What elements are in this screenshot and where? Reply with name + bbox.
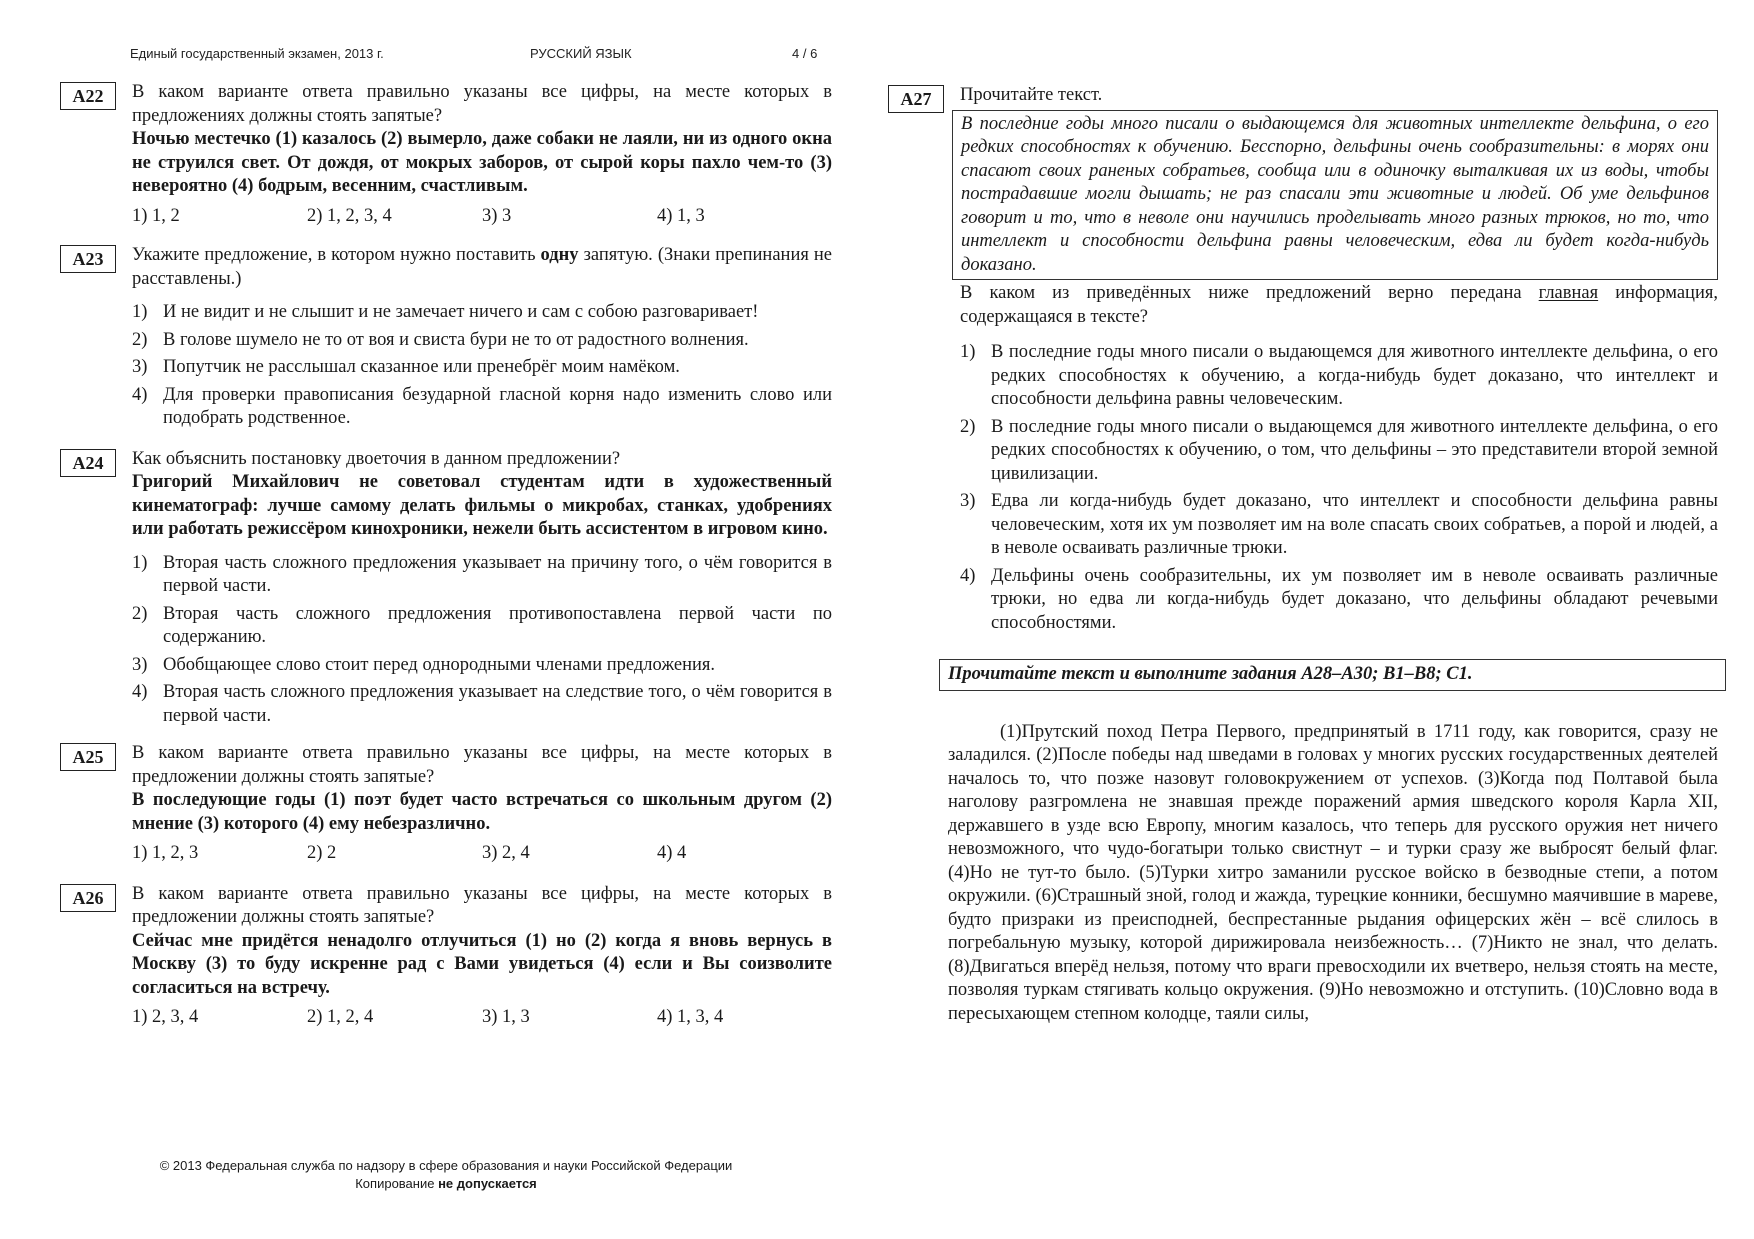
instruction-box: Прочитайте текст и выполните задания A28–A30; B1–B8; C1. [939, 659, 1726, 691]
answer-option[interactable]: 2) 2 [307, 843, 337, 863]
answer-option[interactable]: 4) 1, 3 [657, 205, 705, 226]
task-sentence: В последующие годы (1) поэт будет часто встречаться со школьным другом (2) мнение (3) которого (4) ему небезразлично. [132, 790, 832, 834]
answer-options [132, 842, 832, 866]
answer-options [132, 1006, 832, 1030]
option-number: 2) [132, 329, 148, 350]
question-text: информация, содержащаяся в тексте? [960, 283, 1718, 327]
task-a24 [60, 448, 832, 729]
task-a25 [60, 742, 832, 866]
answer-option[interactable]: 1) 1, 2 [132, 205, 180, 226]
answer-option[interactable] [132, 356, 832, 380]
option-number: 2) [960, 416, 976, 437]
option-number: 1) [960, 342, 976, 362]
option-number: 2) [132, 603, 148, 624]
option-number: 4) [960, 565, 976, 586]
answer-option[interactable] [132, 552, 832, 599]
left-column [60, 81, 832, 1030]
option-text: В последние годы много писали о выдающемся для животного интеллекте дельфина, о его редких способностях к обучению, о том, что дельфины – это представители второй земной цивилизации. [991, 416, 1718, 484]
header-page: 4 / 6 [792, 46, 818, 61]
option-number: 4) [132, 384, 148, 405]
answer-option[interactable] [960, 565, 1718, 636]
question-text: Укажите предложение, в котором нужно поставить [132, 245, 541, 265]
option-number: 3) [132, 654, 148, 675]
option-text: Попутчик не расслышал сказанное или пренебрёг моим намёком. [163, 357, 680, 377]
option-number: 4) [132, 682, 148, 702]
answer-options [132, 301, 832, 431]
task-intro: Прочитайте текст. [960, 85, 1103, 105]
right-column [900, 84, 1718, 1026]
question-underlined: главная [1538, 283, 1599, 303]
option-text: Вторая часть сложного предложения указывает на следствие того, о чём говорится в первой части. [163, 682, 832, 726]
option-number: 3) [960, 491, 976, 511]
option-text: И не видит и не слышит и не замечает ничего и сам с собою разговаривает! [163, 302, 759, 322]
task-tag: A22 [60, 82, 116, 110]
answer-option[interactable] [132, 329, 832, 353]
question-text: запятую. (Знаки препинания не расставлены.) [132, 245, 832, 289]
footer-copyright: © 2013 Федеральная служба по надзору в сфере образования и науки Российской Федерации [159, 1158, 733, 1173]
option-text: В последние годы много писали о выдающемся для животного интеллекте дельфина, о его редких способностях к обучению, а когда-нибудь будет доказано, что интеллект и способности дельфина равны человеческим. [991, 342, 1718, 409]
answer-option[interactable]: 2) 1, 2, 4 [307, 1007, 374, 1027]
answer-options [960, 341, 1718, 635]
answer-option[interactable] [960, 341, 1718, 412]
option-text: Обобщающее слово стоит перед однородными членами предложения. [163, 654, 716, 675]
task-question: Как объяснить постановку двоеточия в данном предложении? [132, 448, 621, 469]
answer-option[interactable] [132, 603, 832, 650]
task-tag: A24 [60, 449, 116, 477]
task-question: В каком варианте ответа правильно указаны все цифры, на месте которых в предложении должны стоять запятые? [132, 743, 832, 787]
task-question [960, 282, 1718, 329]
answer-option[interactable] [960, 490, 1718, 561]
task-question: В каком варианте ответа правильно указаны все цифры, на месте которых в предложении должны стоять запятые? [132, 883, 832, 927]
answer-option[interactable] [132, 384, 832, 431]
task-a26 [60, 883, 832, 1030]
task-a27 [888, 84, 1718, 635]
footer [60, 1157, 832, 1193]
reading-passage: В последние годы много писали о выдающемся для животных интеллекте дельфина, о его редких способностях к обучению. Бесспорно, дельфины очень сообразительны: в морях они спасают своих раненых собратьев, сообща или в одиночку выталкивая их из воды, чтобы пострадавшие могли дышать; не раз спасали эти животные и людей. Об уме дельфинов говорит и то, что в неволе они научились проделывать много разных трюков, но то, что интеллект и способности дельфина равны человеческим, едва ли будет когда-нибудь доказано. [952, 110, 1718, 281]
task-tag: A26 [60, 884, 116, 912]
option-text: Вторая часть сложного предложения противопоставлена первой части по содержанию. [163, 603, 832, 647]
option-number: 1) [132, 302, 148, 322]
answer-option[interactable]: 3) 3 [482, 205, 512, 226]
option-text: В голове шумело не то от воя и свиста бури не то от радостного волнения. [163, 329, 749, 350]
footer-copy-bold: не допускается [438, 1176, 537, 1191]
answer-option[interactable]: 2) 1, 2, 3, 4 [307, 205, 392, 226]
header-exam: Единый государственный экзамен, 2013 г. [130, 46, 384, 61]
option-text: Вторая часть сложного предложения указывает на причину того, о чём говорится в первой части. [163, 552, 832, 596]
option-number: 1) [132, 552, 148, 573]
footer-copy-text: Копирование [355, 1176, 439, 1191]
task-question [132, 244, 832, 291]
answer-option[interactable]: 4) 4 [657, 843, 687, 863]
question-emphasis: одну [540, 245, 579, 265]
option-text: Едва ли когда-нибудь будет доказано, что интеллект и способности дельфина равны человеческим, хотя их ум позволяет им на воле спасать своих собратьев, а порой и людей, а в неволе осваивать различные трюки. [991, 491, 1718, 558]
option-text: Дельфины очень сообразительны, их ум позволяет им в неволе осваивать различные трюки, но едва ли когда-нибудь будет доказано, что дельфины обладают речевыми способностями. [991, 565, 1718, 633]
answer-option[interactable]: 1) 1, 2, 3 [132, 843, 199, 863]
header-subject: РУССКИЙ ЯЗЫК [530, 46, 632, 61]
answer-options [132, 552, 832, 729]
question-text: В каком из приведённых ниже предложений верно передана [960, 283, 1539, 303]
task-tag: A23 [60, 245, 116, 273]
answer-option[interactable] [132, 681, 832, 728]
story-text: (1)Прутский поход Петра Первого, предпринятый в 1711 году, как говорится, сразу не заладился. (2)После победы над шведами в головах у многих русских государственных деятелей началось то, что позже назовут головокружением от успехов. (3)Когда под Полтавой была наголову разгромлена не знавшая прежде поражений армия шведского короля Карла XII, державшего в узде всю Европу, многим казалось, что теперь для русского оружия нет ничего невозможного, что чудо-богатыри только свистнут – и турки сразу же выбросят белый флаг. (4)Но не тут-то было. (5)Турки хитро заманили русское войско в безводные степи, а потом окружили. (6)Страшный зной, голод и жажда, турецкие конники, бесшумно маячившие в мареве, будто призраки из преисподней, беспрестанные рыдания офицерских жён – всё слилось в погребальную музыку, которой дирижировала неизбежность… (7)Никто не знал, что делать. (8)Двигаться вперёд нельзя, потому что враги превосходили их вчетверо, нельзя стоять на месте, позволяя туркам стягивать кольцо окружения. (9)Но невозможно и отступить. (10)Словно вода в пересыхающем степном колодце, таяли силы, [948, 721, 1718, 1024]
task-sentence: Григорий Михайлович не советовал студентам идти в художественный кинематограф: лучше самому делать фильмы о микробах, станках, удобрениях или работать режиссёром кинохроники, нежели быть ассистентом в игровом кино. [132, 472, 832, 539]
answer-option[interactable]: 3) 2, 4 [482, 843, 530, 863]
answer-option[interactable] [960, 416, 1718, 487]
task-tag: A27 [888, 85, 944, 113]
task-sentence: Сейчас мне придётся ненадолго отлучиться (1) но (2) когда я вновь вернусь в Москву (3) то буду искренне рад с Вами увидеться (4) если и Вы соизволите согласиться на встречу. [132, 930, 832, 998]
footer-copy-notice [60, 1175, 832, 1193]
task-a23 [60, 244, 832, 431]
option-number: 3) [132, 357, 148, 377]
answer-option[interactable]: 4) 1, 3, 4 [657, 1007, 724, 1027]
answer-option[interactable]: 3) 1, 3 [482, 1007, 530, 1027]
answer-option[interactable]: 1) 2, 3, 4 [132, 1007, 199, 1027]
answer-options [132, 205, 832, 229]
option-text: Для проверки правописания безударной гласной корня надо изменить слово или подобрать родственное. [163, 384, 832, 428]
task-a22 [60, 81, 832, 228]
answer-option[interactable] [132, 654, 832, 678]
task-sentence: Ночью местечко (1) казалось (2) вымерло, даже собаки не лаяли, ни из одного окна не струился свет. От дождя, от мокрых заборов, от сырой коры пахло чем-то (3) невероятно (4) бодрым, весенним, счастливым. [132, 129, 832, 196]
task-question: В каком варианте ответа правильно указаны все цифры, на месте которых в предложениях должны стоять запятые? [132, 82, 832, 126]
answer-option[interactable] [132, 301, 832, 325]
task-tag: A25 [60, 743, 116, 771]
